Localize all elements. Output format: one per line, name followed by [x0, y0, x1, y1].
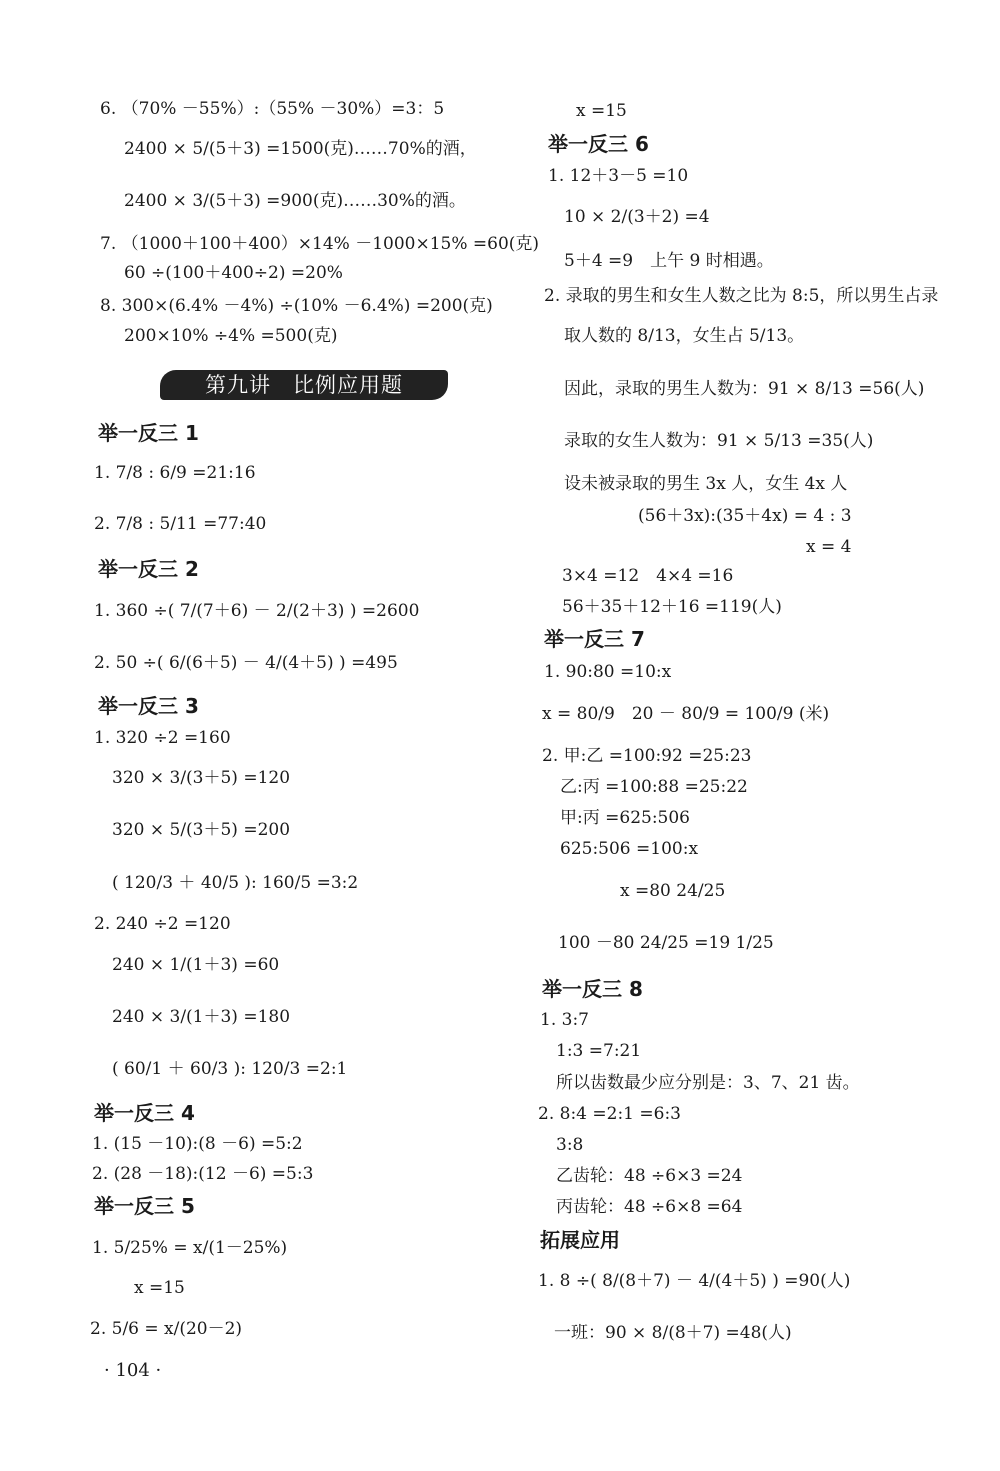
answer-line: 240 × 3/(1＋3) =180	[112, 1007, 291, 1027]
chapter-banner: 第九讲 比例应用题	[160, 370, 448, 400]
answer-line: x = 80/9 20 － 80/9 = 100/9 (米)	[542, 704, 830, 724]
section-heading: 拓展应用	[540, 1228, 620, 1252]
section-heading: 举一反三 7	[544, 627, 645, 651]
answer-line: 5＋4 =9 上午 9 时相遇。	[564, 251, 774, 271]
answer-line: 60 ÷(100＋400÷2) =20%	[124, 263, 343, 283]
answer-line: x =80 24/25	[620, 881, 726, 901]
answer-line: 1. 360 ÷( 7/(7＋6) － 2/(2＋3) ) =2600	[94, 601, 420, 621]
answer-line: 2. (28 －18):(12 －6) =5:3	[92, 1164, 314, 1184]
answer-line: 240 × 1/(1＋3) =60	[112, 955, 280, 975]
section-heading: 举一反三 6	[548, 132, 649, 156]
answer-line: ( 120/3 ＋ 40/5 ): 160/5 =3:2	[112, 873, 359, 893]
answer-line: 1. 3:7	[540, 1010, 589, 1030]
section-heading: 举一反三 2	[98, 557, 199, 581]
answer-line: 一班：90 × 8/(8＋7) =48(人)	[554, 1323, 792, 1343]
answer-line: x =15	[134, 1278, 185, 1298]
section-heading: 举一反三 3	[98, 694, 199, 718]
answer-line: 因此，录取的男生人数为：91 × 8/13 =56(人)	[564, 379, 925, 399]
answer-line: (56＋3x):(35＋4x) = 4 : 3	[638, 506, 852, 526]
answer-line: 200×10% ÷4% =500(克)	[124, 326, 338, 346]
answer-line: 录取的女生人数为：91 × 5/13 =35(人)	[564, 431, 874, 451]
answer-line: 丙齿轮：48 ÷6×8 =64	[556, 1197, 743, 1217]
answer-line: 56＋35＋12＋16 =119(人)	[562, 597, 782, 617]
page-number: · 104 ·	[104, 1360, 162, 1381]
answer-line: 3:8	[556, 1135, 584, 1155]
section-heading: 举一反三 1	[98, 421, 199, 445]
answer-line: 2. 5/6 = x/(20－2)	[90, 1319, 243, 1339]
answer-line: x = 4	[806, 537, 852, 557]
answer-line: 设未被录取的男生 3x 人，女生 4x 人	[564, 474, 848, 494]
answer-line: 7. （1000＋100＋400）×14% －1000×15% =60(克)	[100, 234, 540, 254]
answer-line: 1. (15 －10):(8 －6) =5:2	[92, 1134, 303, 1154]
answer-line: 1. 12＋3－5 =10	[548, 166, 689, 186]
answer-line: 320 × 3/(3＋5) =120	[112, 768, 291, 788]
answer-line: 3×4 =12 4×4 =16	[562, 566, 734, 586]
answer-line: 乙齿轮：48 ÷6×3 =24	[556, 1166, 743, 1186]
section-heading: 举一反三 4	[94, 1101, 195, 1125]
answer-line: 2400 × 3/(5＋3) =900(克)……30%的酒。	[124, 191, 466, 211]
answer-line: 2. 50 ÷( 6/(6＋5) － 4/(4＋5) ) =495	[94, 653, 398, 673]
answer-line: 1. 5/25% = x/(1－25%)	[92, 1238, 288, 1258]
answer-line: 2. 甲:乙 =100:92 =25:23	[542, 746, 752, 766]
answer-line: 乙:丙 =100:88 =25:22	[560, 777, 748, 797]
answer-line: 1. 7/8 : 6/9 =21:16	[94, 463, 256, 483]
answer-line: 1. 320 ÷2 =160	[94, 728, 231, 748]
answer-line: x =15	[576, 101, 627, 121]
answer-line: 2. 8:4 =2:1 =6:3	[538, 1104, 681, 1124]
answer-line: 6. （70% －55%）:（55% －30%）=3：5	[100, 99, 445, 119]
answer-line: 所以齿数最少应分别是：3、7、21 齿。	[556, 1073, 860, 1093]
answer-line: 1. 90:80 =10:x	[544, 662, 672, 682]
answer-line: 甲:丙 =625:506	[560, 808, 690, 828]
answer-line: 取人数的 8/13，女生占 5/13。	[564, 326, 805, 346]
answer-line: 10 × 2/(3＋2) =4	[564, 207, 710, 227]
answer-line: 1:3 =7:21	[556, 1041, 642, 1061]
answer-line: 2. 录取的男生和女生人数之比为 8:5，所以男生占录	[544, 286, 939, 306]
answer-line: 2. 7/8 : 5/11 =77:40	[94, 514, 267, 534]
section-heading: 举一反三 5	[94, 1194, 195, 1218]
answer-line: 8. 300×(6.4% －4%) ÷(10% －6.4%) =200(克)	[100, 296, 493, 316]
answer-line: ( 60/1 ＋ 60/3 ): 120/3 =2:1	[112, 1059, 348, 1079]
section-heading: 举一反三 8	[542, 977, 643, 1001]
answer-line: 100 －80 24/25 =19 1/25	[558, 933, 774, 953]
answer-line: 2400 × 5/(5＋3) =1500(克)……70%的酒，	[124, 139, 477, 159]
answer-line: 2. 240 ÷2 =120	[94, 914, 231, 934]
answer-line: 625:506 =100:x	[560, 839, 699, 859]
answer-line: 320 × 5/(3＋5) =200	[112, 820, 291, 840]
answer-line: 1. 8 ÷( 8/(8＋7) － 4/(4＋5) ) =90(人)	[538, 1271, 851, 1291]
